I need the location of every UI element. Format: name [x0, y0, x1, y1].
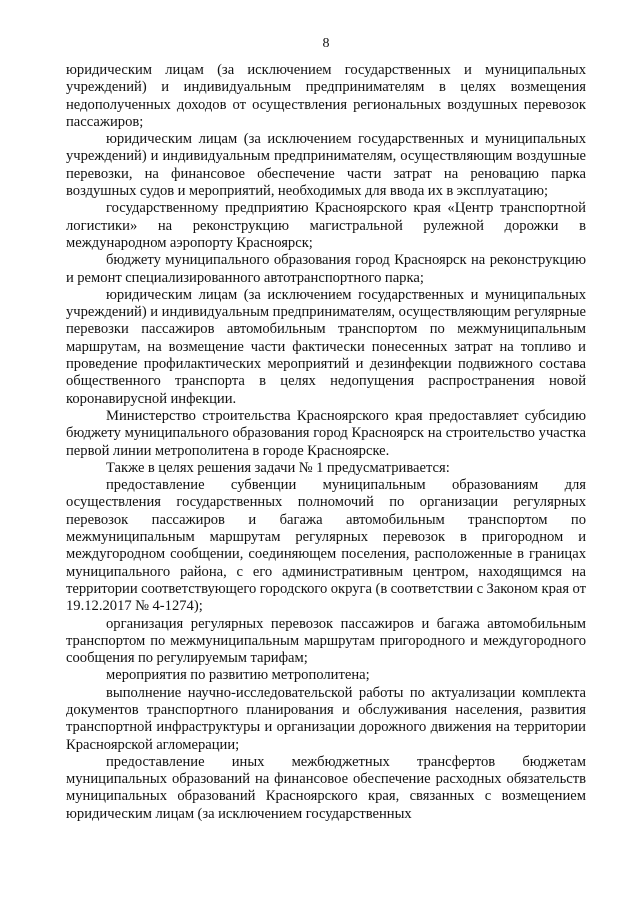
- page-number: 8: [322, 36, 330, 51]
- paragraph-8: предоставление субвенции муниципальным образованиям для осуществления государственных полномочий по организации регулярных перевозок пассажиров и багажа автомобильным транспортом по межмуниципальным маршрутам регулярных перевозок в пригородном и междугородном сообщении, соединяющем поселения, расположенные в границах муниципального района, с его административным центром, находящимся на территории соответствующего городского округа (в соответствии с Законом края от 19.12.2017 № 4-1274);: [66, 477, 586, 615]
- paragraph-1: юридическим лицам (за исключением государственных и муниципальных учреждений) и индивидуальным предпринимателям в целях возмещения недополученных доходов от осуществления региональных воздушных перевозок пассажиров;: [66, 62, 586, 130]
- paragraph-9: организация регулярных перевозок пассажиров и багажа автомобильным транспортом по межмуниципальным маршрутам пригородного и междугородного сообщения по регулируемым тарифам;: [66, 615, 586, 667]
- paragraph-12: предоставление иных межбюджетных трансфертов бюджетам муниципальных образований на финансовое обеспечение расходных обязательств муниципальных образований Красноярского края, связанных с возмещением юридическим лицам (за исключением государственных: [66, 753, 586, 822]
- paragraph-5: юридическим лицам (за исключением государственных и муниципальных учреждений) и индивидуальным предпринимателям, осуществляющим регулярные перевозки пассажиров автомобильным транспортом по межмуниципальным маршрутам, на возмещение части фактически понесенных затрат на топливо и проведение профилактических мероприятий и дезинфекции подвижного состава общественного транспорта в целях недопущения распространения новой коронавирусной инфекции.: [66, 286, 586, 407]
- paragraph-4: бюджету муниципального образования город Красноярск на реконструкцию и ремонт специализированного автотранспортного парка;: [66, 252, 586, 286]
- paragraph-2: юридическим лицам (за исключением государственных и муниципальных учреждений) и индивидуальным предпринимателям, осуществляющим воздушные перевозки, на финансовое обеспечение части затрат на реновацию парка воздушных судов и мероприятий, необходимых для ввода их в эксплуатацию;: [66, 131, 586, 200]
- paragraph-6: Министерство строительства Красноярского края предоставляет субсидию бюджету муниципального образования город Красноярск на строительство участка первой линии метрополитена в городе Красноярске.: [66, 407, 586, 459]
- paragraph-7: Также в целях решения задачи № 1 предусматривается:: [106, 459, 450, 476]
- paragraph-3: государственному предприятию Красноярского края «Центр транспортной логистики» на реконструкцию магистральной рулежной дорожки в международном аэропорту Красноярск;: [66, 200, 586, 251]
- paragraph-10: мероприятия по развитию метрополитена;: [106, 667, 370, 684]
- paragraph-11: выполнение научно-исследовательской работы по актуализации комплекта документов транспортного планирования и обслуживания населения, развития транспортной инфраструктуры и организации дорожного движения на территории Красноярской агломерации;: [66, 684, 586, 753]
